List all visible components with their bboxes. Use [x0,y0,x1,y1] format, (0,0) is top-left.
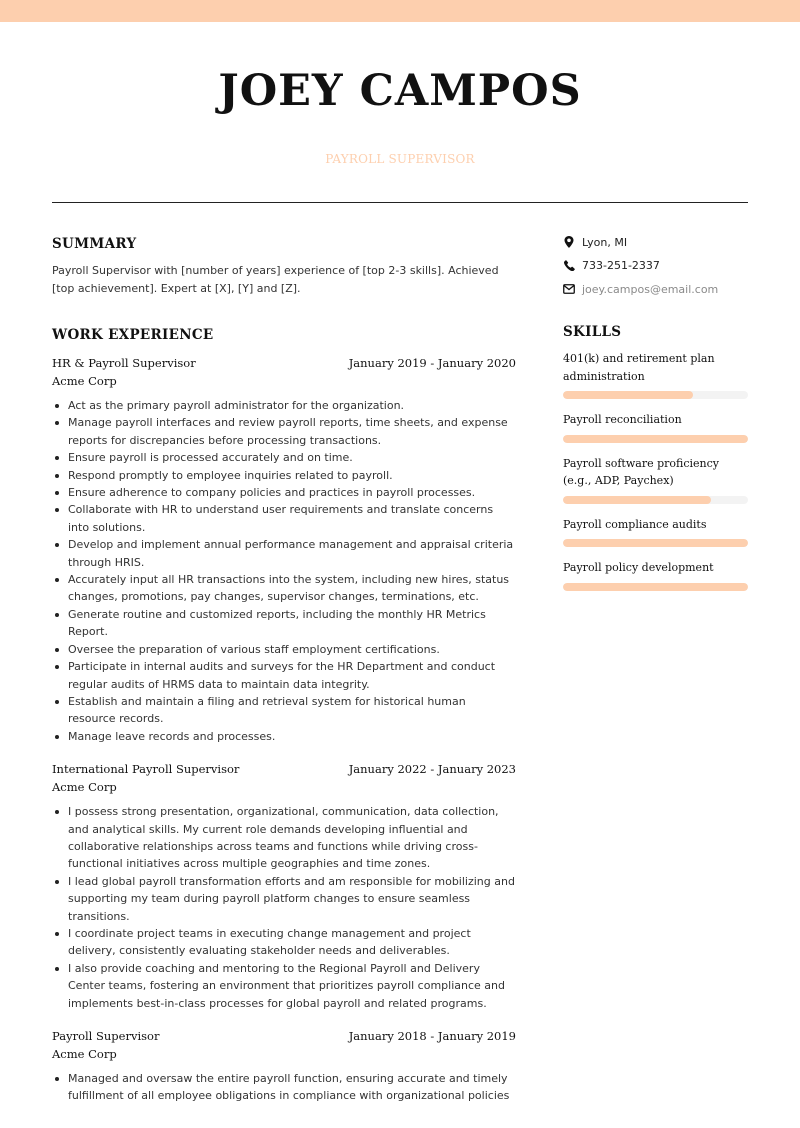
job-bullet: Manage payroll interfaces and review payroll reports, time sheets, and expense reports for discrepancies before processing transactions. [52,414,516,449]
job-bullet: I lead global payroll transformation efforts and am responsible for mobilizing and supporting my team during payroll platform changes to ensure seamless transitions. [52,873,516,925]
main-column [52,236,516,1105]
job-dates: January 2019 - January 2020 [348,356,516,370]
job-bullet: Collaborate with HR to understand user requirements and translate concerns into solutions. [52,501,516,536]
job-bullet: Managed and oversaw the entire payroll function, ensuring accurate and timely fulfillment of all employee obligations in compliance with organizational policies [52,1070,516,1105]
job-bullet: Generate routine and customized reports, including the monthly HR Metrics Report. [52,606,516,641]
summary-section [52,236,516,297]
job-bullets [52,803,516,1012]
skill-level-fill [563,435,748,443]
skill-item [563,559,748,591]
job-bullet: Respond promptly to employee inquiries related to payroll. [52,467,516,484]
work-experience-heading: WORK EXPERIENCE [52,327,214,343]
skills-list [563,350,748,591]
job-bullet: I also provide coaching and mentoring to the Regional Payroll and Delivery Center teams, fostering an environment that prioritizes payroll compliance and implements best-in-class processes for global payroll and related programs. [52,960,516,1012]
job-bullet: Act as the primary payroll administrator for the organization. [52,397,516,414]
email-link[interactable]: joey.campos@email.com [582,282,719,296]
job-bullet: Develop and implement annual performance management and appraisal criteria through HRIS. [52,536,516,571]
skill-level-fill [563,496,711,504]
contact-location [563,234,748,250]
job-bullet: Establish and maintain a filing and retrieval system for historical human resource records. [52,693,516,728]
job-dates: January 2022 - January 2023 [348,762,516,777]
skill-name: Payroll compliance audits [563,517,707,531]
map-pin-icon [563,236,575,248]
job-title: Payroll Supervisor [52,1029,160,1043]
job-company: Acme Corp [52,374,117,388]
contact-block [563,234,748,297]
skills-heading: SKILLS [563,324,622,340]
side-column [563,234,748,591]
skill-level-bar [563,496,748,504]
job-title: International Payroll Supervisor [52,762,240,777]
job-list [52,356,516,1105]
skill-level-bar [563,539,748,547]
job-title: HR & Payroll Supervisor [52,356,196,370]
skill-item [563,455,748,504]
job-entry [52,1029,516,1105]
job-bullets [52,397,516,745]
job-bullet: Ensure payroll is processed accurately and on time. [52,449,516,466]
summary-heading: SUMMARY [52,236,137,252]
skill-level-bar [563,435,748,443]
job-entry [52,356,516,745]
job-dates: January 2018 - January 2019 [348,1029,516,1043]
skill-name: Payroll policy development [563,561,714,574]
skill-item [563,350,748,399]
phone-icon [563,260,575,272]
job-entry [52,762,516,1012]
top-accent-bar [0,0,800,22]
job-bullet: Participate in internal audits and surveys for the HR Department and conduct regular audits of HRMS data to maintain data integrity. [52,658,516,693]
job-bullet: I coordinate project teams in executing change management and project delivery, consistently evaluating stakeholder needs and deliverables. [52,925,516,960]
job-header [52,356,516,370]
skill-name: 401(k) and retirement plan administration [563,352,715,383]
job-role-title: PAYROLL SUPERVISOR [325,152,475,166]
skill-item [563,411,748,443]
contact-phone [563,258,748,274]
skill-level-fill [563,539,748,547]
job-bullet: Oversee the preparation of various staff employment certifications. [52,641,516,658]
skill-name: Payroll reconciliation [563,413,682,426]
summary-text: Payroll Supervisor with [number of years] experience of [top 2-3 skills]. Achieved [top achievement]. Expert at [X], [Y] and [Z]. [52,264,499,295]
envelope-icon [563,283,575,295]
skill-level-fill [563,583,748,591]
contact-email [563,281,748,297]
skill-name: Payroll software proficiency (e.g., ADP, Paychex) [563,456,719,487]
skill-level-fill [563,391,693,399]
work-experience-section [52,327,516,1105]
candidate-name: JOEY CAMPOS [218,66,582,116]
job-bullet: Accurately input all HR transactions into the system, including new hires, status changes, promotions, pay changes, supervisor changes, terminations, etc. [52,571,516,606]
job-header [52,1029,516,1043]
job-bullets [52,1070,516,1105]
job-bullet: Ensure adherence to company policies and practices in payroll processes. [52,484,516,501]
skill-item [563,516,748,548]
job-company: Acme Corp [52,1047,117,1061]
job-bullet: Manage leave records and processes. [52,728,516,745]
header-divider [52,202,748,203]
job-bullet: I possess strong presentation, organizational, communication, data collection, and analytical skills. My current role demands developing influential and collaborative relationships across teams and functions while driving cross-functional initiatives across multiple geographies and time zones. [52,803,516,873]
job-header [52,762,516,776]
skill-level-bar [563,391,748,399]
phone-text: 733-251-2337 [582,259,660,272]
skill-level-bar [563,583,748,591]
job-company: Acme Corp [52,780,117,795]
location-text: Lyon, MI [582,235,628,249]
